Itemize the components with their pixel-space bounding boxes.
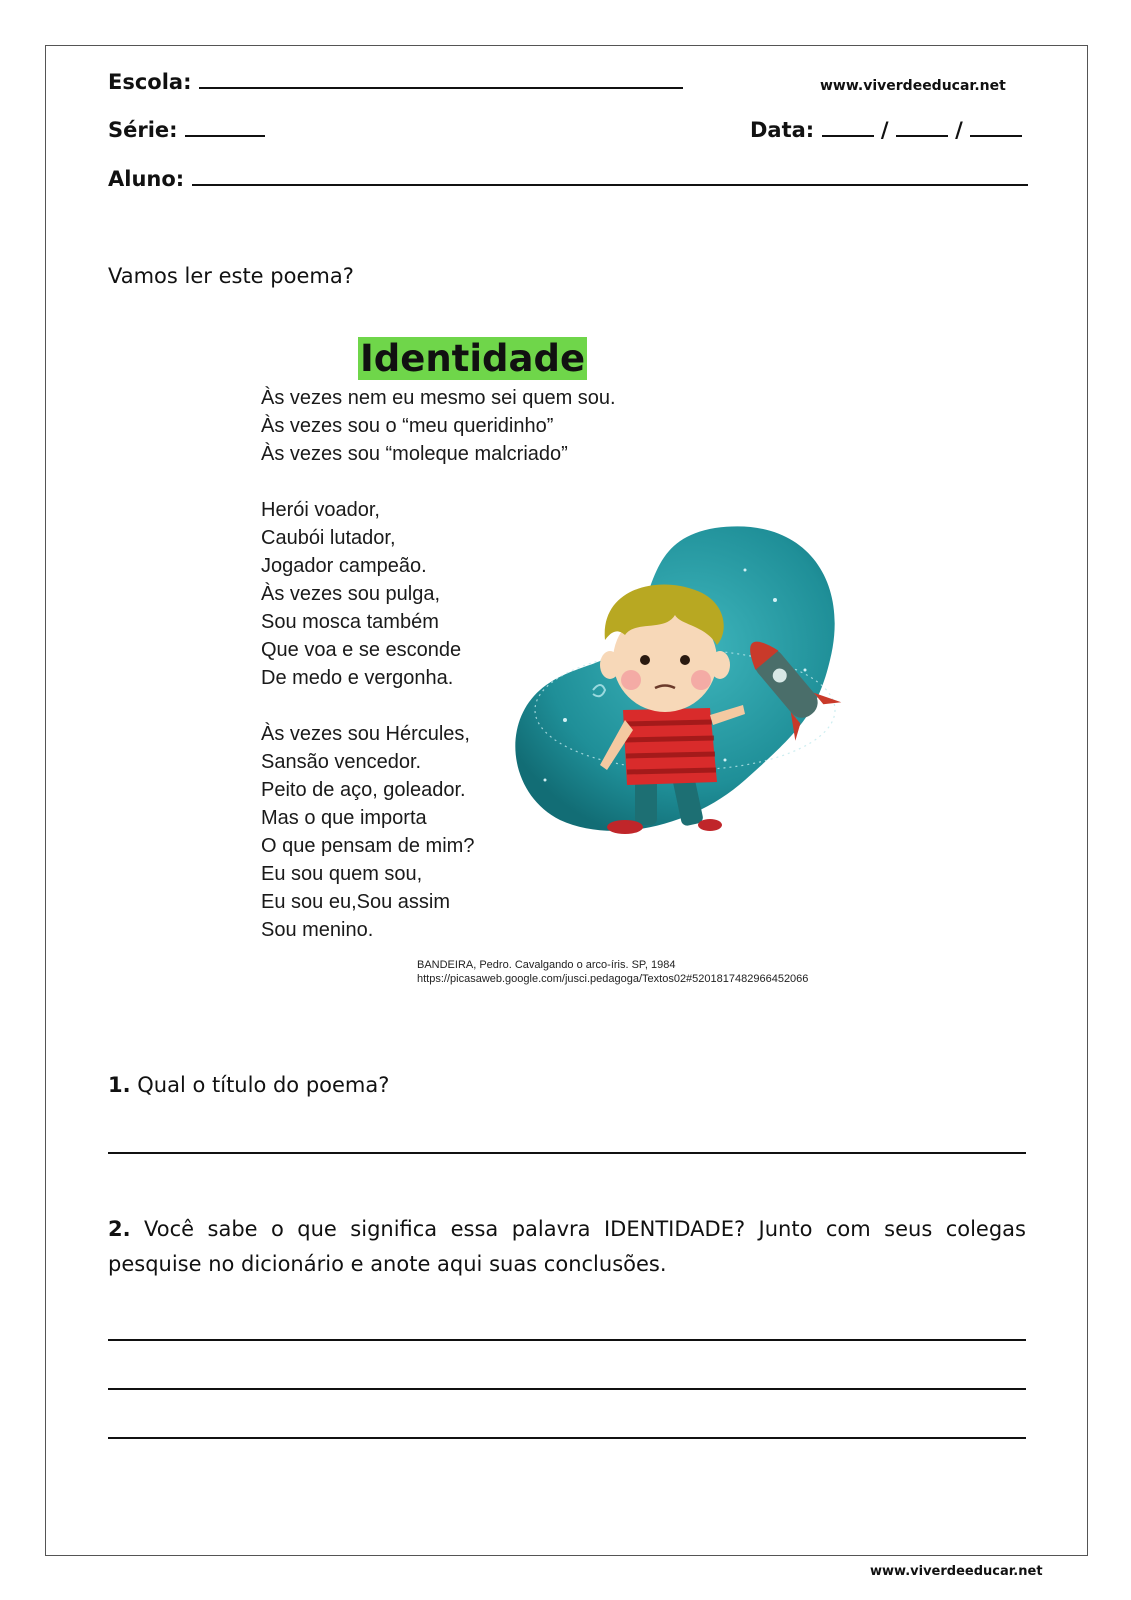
question-1-number: 1. bbox=[108, 1073, 131, 1097]
poem-line: Herói voador, bbox=[261, 499, 380, 521]
poem-line: Eu sou quem sou, bbox=[261, 863, 423, 885]
date-month-blank[interactable] bbox=[896, 135, 948, 137]
poem-line: Caubói lutador, bbox=[261, 527, 396, 549]
answer-line-2b[interactable] bbox=[108, 1388, 1026, 1390]
poem-line: Às vezes sou o “meu queridinho” bbox=[261, 415, 554, 437]
poem-title-wrap bbox=[358, 337, 587, 380]
poem-line: Às vezes sou Hércules, bbox=[261, 723, 470, 745]
school-field bbox=[108, 70, 683, 94]
date-year-blank[interactable] bbox=[970, 135, 1022, 137]
answer-line-1[interactable] bbox=[108, 1152, 1026, 1154]
school-blank[interactable] bbox=[199, 87, 683, 89]
date-separator: / bbox=[955, 118, 963, 142]
grade-blank[interactable] bbox=[185, 135, 265, 137]
poem-line: Jogador campeão. bbox=[261, 555, 427, 577]
poem-line: Eu sou eu,Sou assim bbox=[261, 891, 450, 913]
poem-citation bbox=[417, 958, 808, 986]
answer-line-2c[interactable] bbox=[108, 1437, 1026, 1439]
footer-site-url: www.viverdeeducar.net bbox=[870, 1564, 1043, 1579]
poem-line: Sou menino. bbox=[261, 919, 374, 941]
poem-line: Às vezes sou pulga, bbox=[261, 583, 440, 605]
question-1-text: Qual o título do poema? bbox=[130, 1073, 390, 1097]
poem-line: Às vezes nem eu mesmo sei quem sou. bbox=[261, 387, 616, 409]
date-label: Data: bbox=[750, 118, 815, 142]
date-field bbox=[750, 118, 1022, 142]
question-2-text: Você sabe o que significa essa palavra IDENTIDADE? Junto com seus colegas pesquise no dicionário e anote aqui suas conclusões. bbox=[108, 1217, 1026, 1276]
header-site-url: www.viverdeeducar.net bbox=[820, 78, 1006, 94]
student-label: Aluno: bbox=[108, 167, 185, 191]
poem-line: De medo e vergonha. bbox=[261, 667, 454, 689]
date-separator: / bbox=[880, 118, 889, 142]
poem-line: Às vezes sou “moleque malcriado” bbox=[261, 443, 568, 465]
question-2-number: 2. bbox=[108, 1217, 131, 1241]
poem-line: O que pensam de mim? bbox=[261, 835, 475, 857]
school-label: Escola: bbox=[108, 70, 192, 94]
question-2 bbox=[108, 1212, 1026, 1282]
grade-label: Série: bbox=[108, 118, 178, 142]
poem-stanza-1 bbox=[261, 384, 616, 468]
question-1 bbox=[108, 1068, 389, 1103]
poem-line: Sou mosca também bbox=[261, 611, 439, 633]
student-field bbox=[108, 167, 1028, 191]
poem-line: Sansão vencedor. bbox=[261, 751, 422, 773]
citation-source: BANDEIRA, Pedro. Cavalgando o arco-íris. SP, 1984 bbox=[417, 959, 676, 971]
poem-line: Peito de aço, goleador. bbox=[261, 779, 466, 801]
student-blank[interactable] bbox=[192, 184, 1028, 186]
grade-field bbox=[108, 118, 265, 142]
answer-line-2a[interactable] bbox=[108, 1339, 1026, 1341]
boy-rocket-illustration bbox=[505, 520, 885, 860]
poem-line: Que voa e se esconde bbox=[261, 639, 462, 661]
date-day-blank[interactable] bbox=[822, 135, 874, 137]
intro-text: Vamos ler este poema? bbox=[108, 264, 354, 288]
poem-line: Mas o que importa bbox=[261, 807, 427, 829]
citation-url: https://picasaweb.google.com/jusci.pedagoga/Textos02#5201817482966452066 bbox=[417, 973, 809, 985]
poem-title: Identidade bbox=[360, 337, 586, 380]
